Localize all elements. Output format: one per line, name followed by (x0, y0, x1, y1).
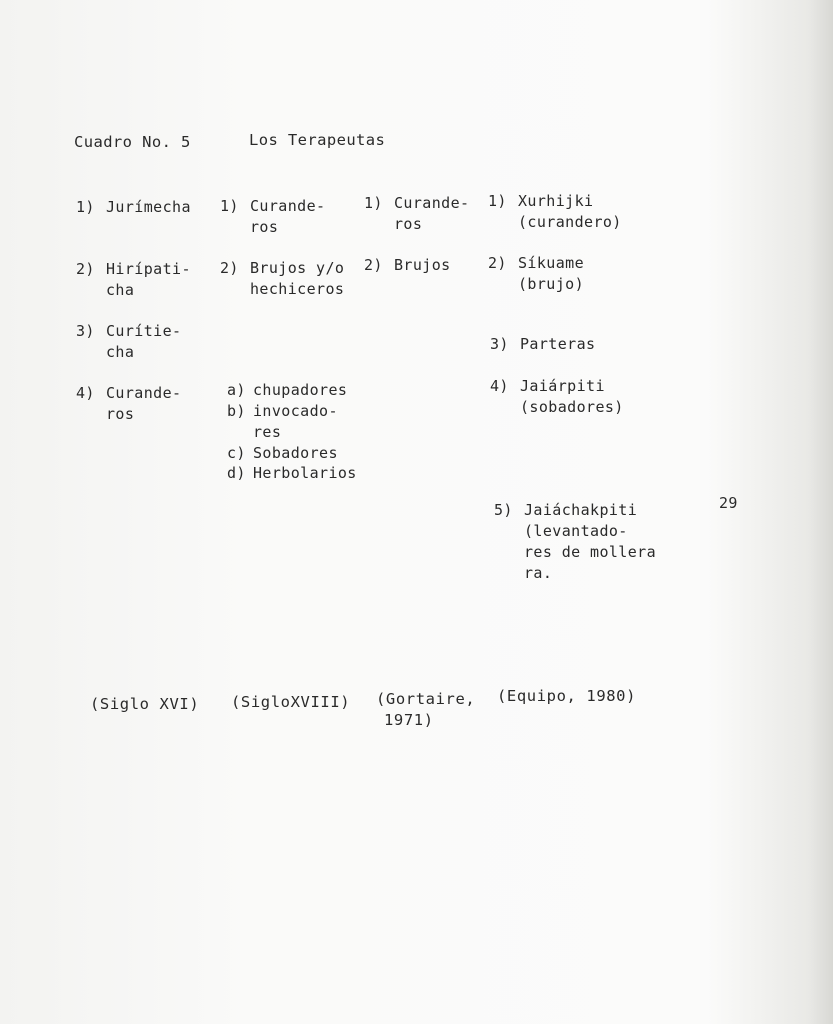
col1-item-4 (76, 383, 181, 425)
item-text: Curande- (394, 194, 470, 212)
subitem-text: chupadores (253, 381, 348, 399)
item-text-cont: ros (250, 218, 279, 236)
source-col1: (Siglo XVI) (90, 695, 200, 713)
item-number: 3) (490, 335, 509, 353)
col2-subitem-a (227, 380, 347, 401)
col3-item-2 (364, 255, 451, 276)
item-text: Parteras (520, 335, 596, 353)
item-text: Hirípati- (106, 260, 191, 278)
col3-item-1 (364, 193, 469, 235)
subitem-letter: a) (227, 381, 246, 399)
item-number: 2) (488, 254, 507, 272)
col2-item-1 (220, 196, 325, 238)
item-text: Curítie- (106, 322, 182, 340)
item-text-cont: cha (106, 281, 135, 299)
item-number: 2) (76, 260, 95, 278)
subitem-letter: b) (227, 402, 246, 420)
col2-subitem-c (227, 443, 338, 464)
subitem-text: invocado- (253, 402, 338, 420)
item-text: Xurhijki (518, 192, 594, 210)
item-text-cont: res de mollera (524, 543, 657, 561)
item-number: 1) (364, 194, 383, 212)
item-number: 1) (220, 197, 239, 215)
item-text-cont: ros (106, 405, 135, 423)
item-text: Brujos (394, 256, 451, 274)
page-number: 29 (719, 494, 738, 512)
table-title: Los Terapeutas (249, 131, 386, 149)
item-number: 2) (364, 256, 383, 274)
col4-item-1 (488, 191, 622, 233)
item-text: Jaiárpiti (520, 377, 605, 395)
item-text: Jurímecha (106, 198, 191, 216)
subitem-text: Sobadores (253, 444, 338, 462)
col4-item-3 (490, 334, 595, 355)
item-text-cont: (brujo) (518, 275, 585, 293)
item-text-cont: ra. (524, 564, 553, 582)
col1-item-1 (76, 197, 191, 218)
subitem-letter: d) (227, 464, 246, 482)
item-text-cont: (curandero) (518, 213, 622, 231)
item-number: 1) (488, 192, 507, 210)
source-col4: (Equipo, 1980) (497, 687, 637, 705)
item-text-cont: hechiceros (250, 280, 345, 298)
table-number-label: Cuadro No. 5 (74, 133, 191, 151)
item-text: Curande- (250, 197, 326, 215)
col2-subitem-b (227, 401, 338, 443)
item-text-cont: (levantado- (524, 522, 628, 540)
col4-item-4 (490, 376, 624, 418)
subitem-text: Herbolarios (253, 464, 357, 482)
item-text-cont: (sobadores) (520, 398, 624, 416)
item-text-cont: ros (394, 215, 423, 233)
item-number: 1) (76, 198, 95, 216)
source-col3-line1: (Gortaire, (376, 690, 476, 708)
item-text-cont: cha (106, 343, 135, 361)
col4-item-2 (488, 253, 584, 295)
col4-item-5 (494, 500, 656, 584)
source-col3-line2: 1971) (384, 711, 434, 729)
item-text: Brujos y/o (250, 259, 345, 277)
item-number: 2) (220, 259, 239, 277)
item-number: 5) (494, 501, 513, 519)
subitem-letter: c) (227, 444, 246, 462)
item-text: Curande- (106, 384, 182, 402)
col2-item-2 (220, 258, 344, 300)
item-number: 4) (490, 377, 509, 395)
item-text: Síkuame (518, 254, 585, 272)
col1-item-2 (76, 259, 191, 301)
subitem-text-cont: res (253, 423, 282, 441)
item-number: 3) (76, 322, 95, 340)
col1-item-3 (76, 321, 181, 363)
col2-subitem-d (227, 463, 357, 484)
item-text: Jaiáchakpiti (524, 501, 638, 519)
source-col2: (SigloXVIII) (231, 693, 351, 711)
item-number: 4) (76, 384, 95, 402)
